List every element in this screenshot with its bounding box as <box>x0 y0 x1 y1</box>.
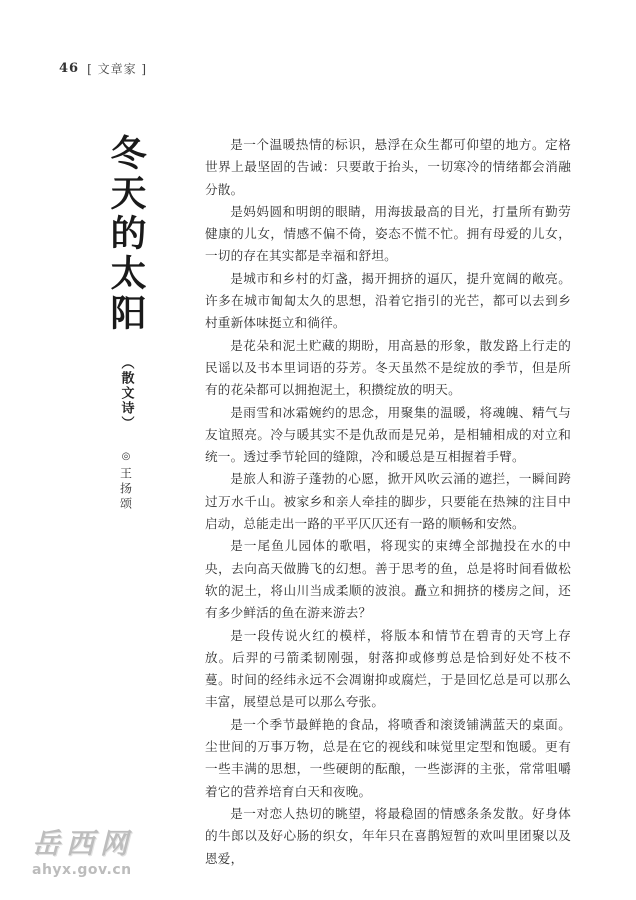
paragraph: 是一个温暖热情的标识，悬浮在众生都可仰望的地方。定格世界上最坚固的告诫：只要敢于抬头，一切寒冷的情绪都会消融分散。 <box>205 137 571 197</box>
article-subtitle: （散文诗） <box>118 356 134 431</box>
paragraph: 是城市和乡村的灯盏，揭开拥挤的逼仄，提升宽阔的敞亮。许多在城市匍匐太久的思想，沿着它指引的光芒，都可以去到乡村重新体味挺立和徜徉。 <box>205 270 571 331</box>
author-mark-icon: ◎ <box>120 451 132 465</box>
site-watermark <box>32 827 135 878</box>
paragraph: 是一段传说火红的模样，将版本和情节在碧青的天穹上存放。后羿的弓箭柔韧刚强，射落抑或修剪总是恰到好处不枝不蔓。时间的经纬永远不会凋谢抑或腐烂，于是回忆总是可以那么丰富，展望总是可以那么夸张。 <box>205 627 571 710</box>
paragraph: 是一对恋人热切的眺望，将最稳固的情感条条发散。好身体的牛郎以及好心肠的织女，年年只在喜鹊短暂的欢叫里团聚以及恩爱， <box>205 805 571 866</box>
paragraph: 是雨雪和冰霜婉约的思念，用聚集的温暖，将魂魄、精气与友谊照亮。冷与暖其实不是仇敌而是兄弟，是相辅相成的对立和统一。透过季节轮回的缝隙，冷和暖总是互相握着手臂。 <box>205 404 571 465</box>
section-label: [ 文章家 ] <box>87 62 148 76</box>
byline <box>118 451 135 512</box>
title-column <box>96 134 156 512</box>
paragraph: 是一尾鱼儿园体的歌唱，将现实的束缚全部抛投在水的中央，去向高天做腾飞的幻想。善于思考的鱼，总是将时间看做松软的泥土，将山川当成柔顺的波浪。矗立和拥挤的楼房之间，还有多少鲜活的鱼在游来游去？ <box>205 538 571 621</box>
paragraph: 是旅人和游子蓬勃的心愿，掀开风吹云涌的遮拦，一瞬间跨过万水千山。被家乡和亲人牵挂的脚步，只要能在热辣的注目中启动，总能走出一路的平平仄仄还有一路的顺畅和安然。 <box>205 471 571 532</box>
paragraph: 是花朵和泥土贮藏的期盼，用高悬的形象，散发路上行走的民谣以及书本里词语的芬芳。冬天虽然不是绽放的季节，但是所有的花朵都可以拥抱泥土，积攒绽放的明天。 <box>205 337 571 398</box>
article-body <box>205 134 571 870</box>
paragraph: 是一个季节最鲜艳的食品，将喷香和滚烫铺满蓝天的桌面。尘世间的万事万物，总是在它的视线和味觉里定型和饱暖。更有一些丰满的思想，一些硬朗的酝酿，一些澎湃的主张，常常咀嚼着它的营养培育白天和夜晚。 <box>205 716 571 799</box>
article-title: 冬天的太阳 <box>105 134 147 334</box>
page-number: 46 <box>59 61 80 76</box>
watermark-logo: 岳西网 <box>32 827 135 860</box>
paragraph: 是妈妈圆和明朗的眼睛，用海拔最高的目光，打量所有勤劳健康的儿女，情感不偏不倚，姿态不慌不忙。拥有母爱的儿女，一切的存在其实都是幸福和舒坦。 <box>205 203 571 264</box>
watermark-url: ahyx.gov.cn <box>32 862 132 878</box>
running-header <box>59 60 147 77</box>
author-name: 王扬颂 <box>118 467 133 512</box>
